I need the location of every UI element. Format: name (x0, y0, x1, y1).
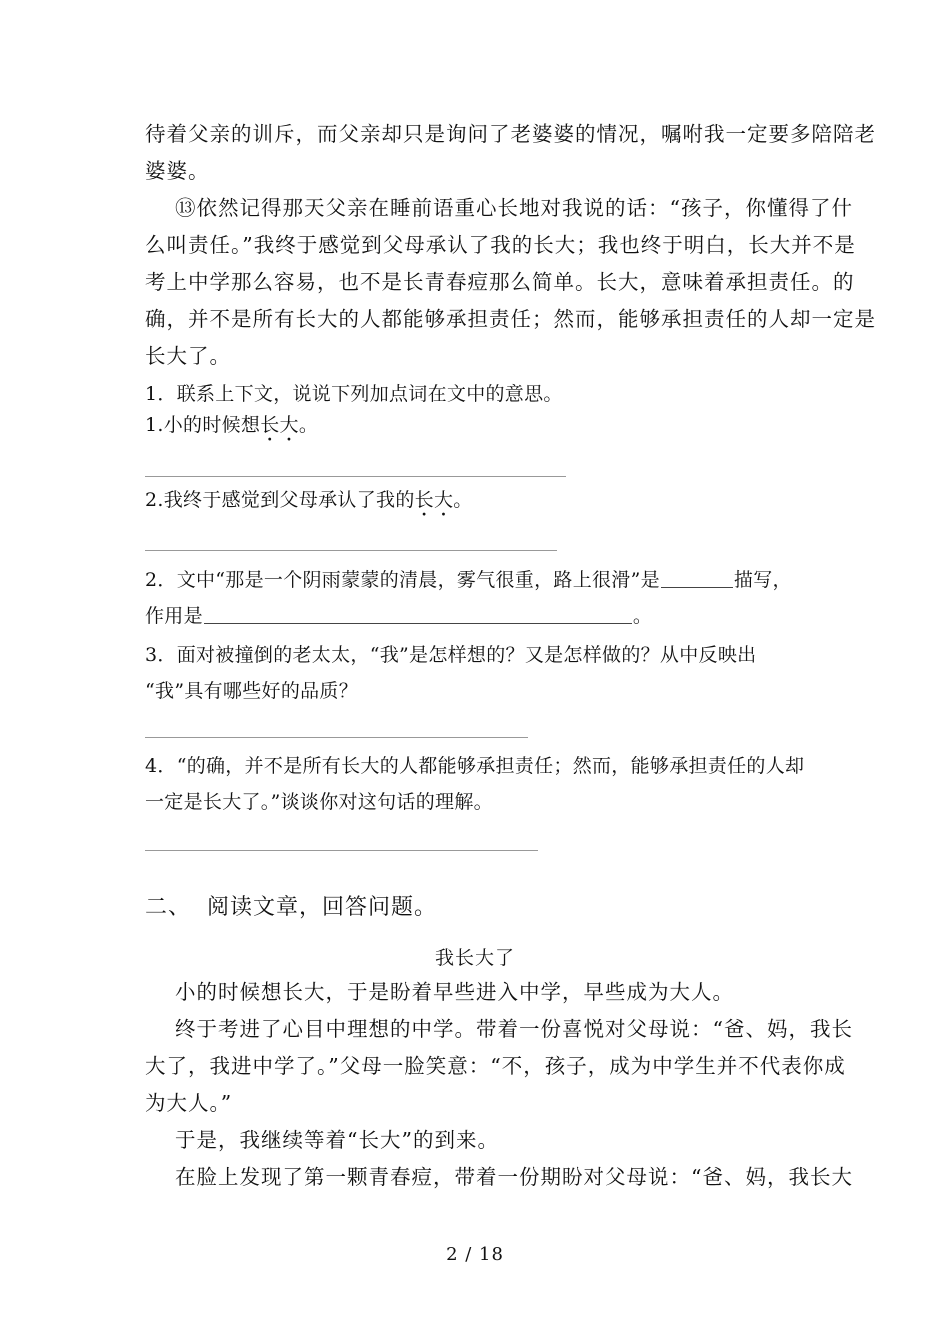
question-3-line-1: 3．面对被撞倒的老太太，“我”是怎样想的？又是怎样做的？从中反映出 (145, 644, 757, 666)
question-2-line-1 (145, 571, 792, 590)
dotted-char: 大 (433, 489, 454, 511)
answer-line[interactable] (145, 476, 566, 477)
answer-line[interactable] (145, 850, 538, 851)
passage-line: 待着父亲的训斥，而父亲却只是询问了老婆婆的情况，嘱咐我一定要多陪陪老 (145, 122, 876, 146)
question-3-line-2: “我”具有哪些好的品质？ (145, 680, 359, 702)
question-4-line-2: 一定是长大了。”谈谈你对这句话的理解。 (145, 791, 493, 813)
item-text: 。 (298, 414, 319, 436)
article-paragraph: 终于考进了心目中理想的中学。带着一份喜悦对父母说：“爸、妈，我长 (175, 1017, 853, 1041)
question-1-item-1 (145, 416, 318, 435)
question-1-prompt: 1．联系上下文，说说下列加点词在文中的意思。 (145, 383, 563, 405)
dotted-char: 长 (414, 489, 434, 511)
item-text: 1.小的时候想 (145, 414, 261, 436)
fill-blank[interactable] (204, 622, 632, 624)
passage-line: 么叫责任。”我终于感觉到父母承认了我的长大；我也终于明白，长大并不是 (145, 233, 856, 257)
passage-line: 考上中学那么容易，也不是长青春痘那么简单。长大，意味着承担责任。的 (145, 270, 855, 294)
dotted-char: 长 (260, 414, 280, 436)
answer-line[interactable] (145, 550, 557, 551)
article-paragraph: 于是，我继续等着“长大”的到来。 (175, 1128, 499, 1152)
question-text: 。 (632, 605, 653, 627)
dotted-char: 大 (279, 414, 299, 436)
question-4-line-1: 4．“的确，并不是所有长大的人都能够承担责任；然而，能够承担责任的人却 (145, 755, 805, 777)
question-text: 2．文中“那是一个阴雨蒙蒙的清晨，雾气很重，路上很滑”是 (145, 569, 660, 591)
page-number: 2 / 18 (446, 1244, 504, 1265)
question-text: 作用是 (145, 605, 203, 627)
article-paragraph: 大了，我进中学了。”父母一脸笑意：“不，孩子，成为中学生并不代表你成 (145, 1054, 846, 1078)
passage-line: ⑬依然记得那天父亲在睡前语重心长地对我说的话：“孩子，你懂得了什 (175, 196, 853, 220)
article-paragraph: 在脸上发现了第一颗青春痘，带着一份期盼对父母说：“爸、妈，我长大 (175, 1165, 853, 1189)
question-text: 描写， (733, 569, 792, 591)
item-text: 。 (453, 489, 473, 511)
fill-blank[interactable] (661, 586, 733, 588)
passage-line: 婆婆。 (145, 159, 210, 183)
article-paragraph: 小的时候想长大，于是盼着早些进入中学，早些成为大人。 (175, 980, 734, 1004)
passage-line: 确，并不是所有长大的人都能够承担责任；然而，能够承担责任的人却一定是 (145, 307, 876, 331)
passage-line: 长大了。 (145, 344, 231, 368)
answer-line[interactable] (145, 737, 528, 738)
article-title: 我长大了 (434, 947, 515, 969)
question-2-line-2 (145, 607, 652, 626)
article-paragraph: 为大人。” (145, 1091, 233, 1115)
item-text: 2.我终于感觉到父母承认了我的 (145, 489, 415, 511)
section-heading: 二、 阅读文章，回答问题。 (145, 895, 437, 920)
question-1-item-2 (145, 491, 473, 510)
